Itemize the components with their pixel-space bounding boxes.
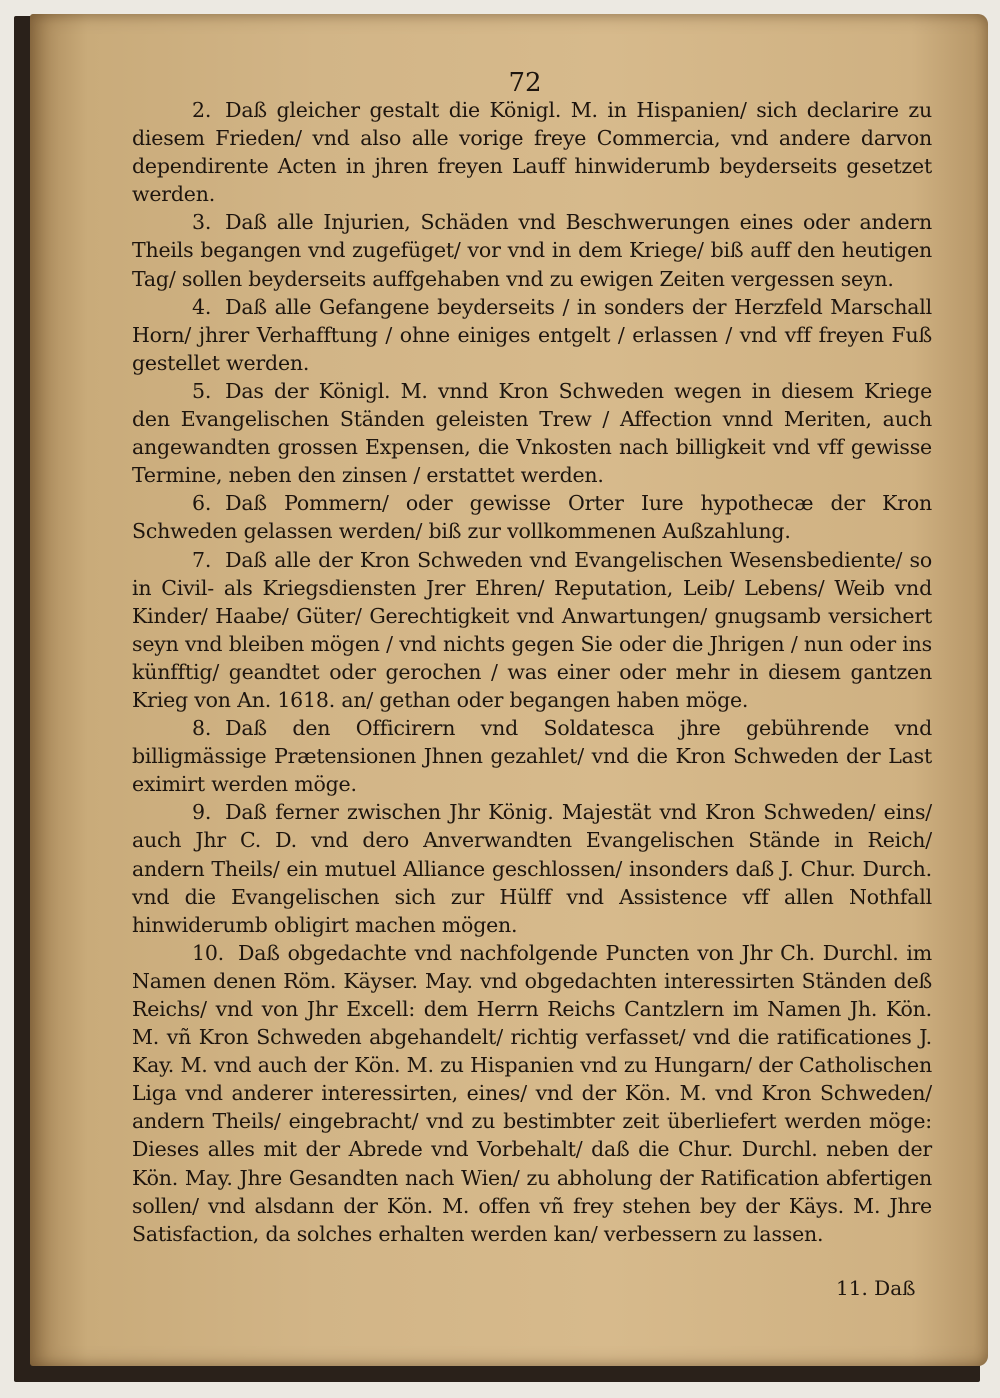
paragraph-number: 7. [192, 547, 212, 572]
paragraph-text: Das der Königl. M. vnnd Kron Schweden wegen in diesem Kriege den Evangelischen Ständen geleisten Trew / Affection vnnd Meriten, auch angewandten grossen Expensen, die Vnkosten nach billigkeit vnd vff gewisse Termine, neben den zinsen / erstattet werden. [132, 378, 932, 488]
paragraph-number: 8. [192, 716, 212, 741]
paragraph-number: 6. [192, 491, 212, 516]
paragraph-text: Daß obgedachte vnd nachfolgende Puncten von Jhr Ch. Durchl. im Namen denen Röm. Käyser. May. vnd obgedachten interessirten Ständen deß Reichs/ vnd von Jhr Excell: dem Herrn Reichs Cantzlern im Namen Jh. Kön. M. vñ Kron Schweden abgehandelt/ richtig verfasset/ vnd die ratificationes J. Kay. M. vnd auch der Kön. M. zu Hispanien vnd zu Hungarn/ der Catholischen Liga vnd anderer interessirten, eines/ vnd der Kön. M. vnd Kron Schweden/ andern Theils/ eingebracht/ vnd zu bestimbter zeit überliefert werden möge: Dieses alles mit der Abrede vnd Vorbehalt/ daß die Chur. Durchl. neben der Kön. May. Jhre Gesandten nach Wien/ zu abholung der Ratification abfertigen sollen/ vnd alsdann der Kön. M. offen vñ frey stehen bey der Käys. M. Jhre Satisfaction, da solches erhalten werden kan/ verbessern zu lassen. [132, 940, 932, 1246]
page-number: 72 [508, 68, 542, 98]
paragraph-10 [132, 939, 932, 1248]
paragraph-9 [132, 798, 932, 938]
paragraph-6 [132, 489, 932, 545]
paragraph-7 [132, 546, 932, 715]
paragraph-text: Daß ferner zwischen Jhr König. Majestät vnd Kron Schweden/ eins/ auch Jhr C. D. vnd dero Anverwandten Evangelischen Stände in Reich/ andern Theils/ ein mutuel Alliance geschlossen/ insonders daß J. Chur. Durch. vnd die Evangelischen sich zur Hülff vnd Assistence vff allen Nothfall hinwiderumb obligirt machen mögen. [132, 800, 932, 937]
paragraph-text: Daß Pommern/ oder gewisse Orter Iure hypothecæ der Kron Schweden gelassen werden/ biß zur vollkommenen Außzahlung. [132, 491, 932, 544]
paragraph-8 [132, 714, 932, 798]
paragraph-2 [132, 96, 932, 208]
paragraph-text: Daß alle Gefangene beyderseits / in sonders der Herzfeld Marschall Horn/ jhrer Verhafftung / ohne einiges entgelt / erlassen / vnd vff freyen Fuß gestellet werden. [132, 294, 932, 375]
catchword: 11. Daß [836, 1276, 916, 1300]
paragraph-text: Daß alle Injurien, Schäden vnd Beschwerungen eines oder andern Theils begangen vnd zugefüget/ vor vnd in dem Kriege/ biß auff den heutigen Tag/ sollen beyderseits auffgehaben vnd zu ewigen Zeiten vergessen seyn. [132, 210, 932, 291]
paragraph-number: 9. [192, 800, 212, 825]
paragraph-4 [132, 293, 932, 377]
paragraph-5 [132, 377, 932, 489]
paragraph-3 [132, 208, 932, 292]
paragraph-text: Daß gleicher gestalt die Königl. M. in Hispanien/ sich declarire zu diesem Frieden/ vnd also alle vorige freye Commercia, vnd andere darvon dependirente Acten in jhren freyen Lauff hinwiderumb beyderseits gesetzet werden. [132, 98, 932, 207]
page-text [132, 96, 932, 1248]
paragraph-text: Daß den Officirern vnd Soldatesca jhre gebührende vnd billigmässige Prætensionen Jhnen gezahlet/ vnd die Kron Schweden der Last eximirt werden möge. [132, 716, 932, 797]
paragraph-number: 10. [192, 940, 225, 965]
paragraph-number: 4. [192, 294, 212, 319]
paragraph-number: 3. [192, 210, 212, 235]
paragraph-text: Daß alle der Kron Schweden vnd Evangelischen Wesensbediente/ so in Civil- als Kriegsdiensten Jrer Ehren/ Reputation, Leib/ Lebens/ Weib vnd Kinder/ Haabe/ Güter/ Gerechtigkeit vnd Anwartungen/ gnugsamb versichert seyn vnd bleiben mögen / vnd nichts gegen Sie oder die Jhrigen / nun oder ins künfftig/ geandtet oder gerochen / was einer oder mehr in diesem gantzen Krieg von An. 1618. an/ gethan oder begangen haben möge. [132, 547, 932, 712]
paragraph-number: 2. [192, 98, 212, 122]
paragraph-number: 5. [192, 378, 212, 403]
